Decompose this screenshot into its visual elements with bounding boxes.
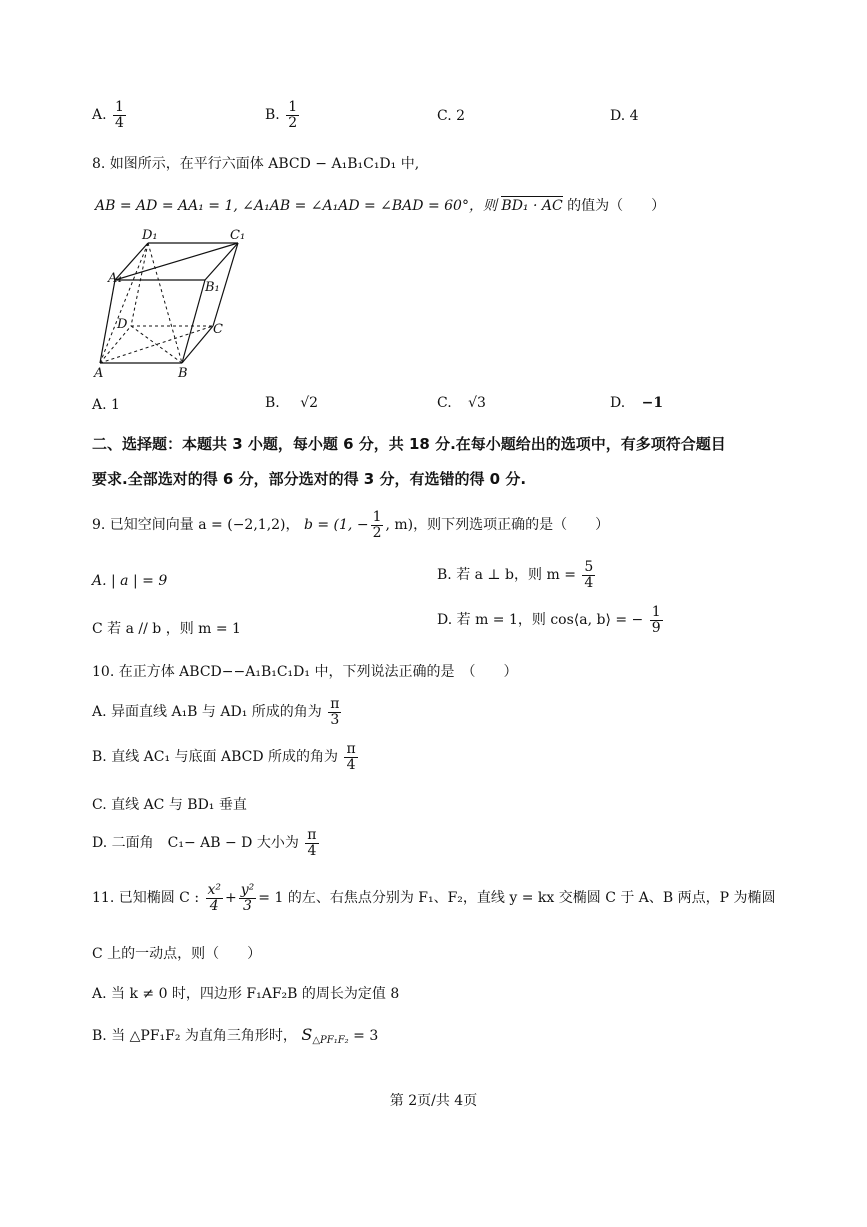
q8-condition	[95, 195, 665, 215]
area-value: = 3	[348, 1028, 379, 1044]
fraction	[113, 100, 126, 130]
numerator: 5	[584, 559, 594, 575]
area-symbol: S	[301, 1025, 313, 1044]
fraction	[344, 742, 357, 772]
numerator: π	[307, 827, 317, 843]
q9-option-c: C 若 a // b ，则 m = 1	[92, 621, 241, 637]
section-heading-line-2: 要求.全部选对的得 6 分，部分选对的得 3 分，有选错的得 0 分.	[92, 470, 527, 488]
numerator: 1	[115, 99, 124, 115]
area-subscript: △PF₁F₂	[312, 1035, 349, 1046]
option-label: B.	[265, 107, 280, 124]
stem-part-a: 9. 已知空间向量 a = (−2,1,2)，	[92, 517, 300, 534]
numerator: π	[330, 696, 340, 712]
q11-option-b	[92, 1025, 378, 1046]
fraction	[650, 605, 663, 635]
denominator: 2	[372, 524, 382, 541]
numerator: 1	[372, 509, 382, 525]
option-value: √2	[300, 395, 319, 411]
option-text: A. 异面直线 A₁B 与 AD₁ 所成的角为	[92, 704, 322, 721]
denominator: 4	[209, 897, 219, 914]
numerator: x²	[207, 882, 222, 898]
numerator: 1	[651, 604, 661, 620]
option-label: D.	[610, 395, 626, 411]
vertex-label-a: A	[94, 366, 104, 380]
parallelepiped-figure	[90, 226, 260, 380]
option-text: D. 若 m = 1，则 cos⟨a, b⟩ = −	[437, 612, 644, 629]
numerator: π	[346, 741, 356, 757]
q9-option-a: A. | a | = 9	[92, 573, 168, 589]
q10-option-c: C. 直线 AC 与 BD₁ 垂直	[92, 797, 247, 813]
option-text: B. 当 △PF₁F₂ 为直角三角形时，	[92, 1028, 297, 1044]
fraction-x	[206, 883, 224, 913]
denominator: 9	[651, 619, 661, 636]
option-label: A.	[92, 107, 107, 124]
denominator: 4	[307, 842, 317, 859]
q9-option-b	[437, 560, 597, 590]
q10-option-a	[92, 697, 343, 727]
q7-option-c: C. 2	[437, 108, 466, 124]
vertex-label-d: D	[117, 317, 128, 332]
denominator: 2	[288, 114, 298, 131]
question-tail: 的值为（ ）	[562, 198, 666, 214]
denominator: 3	[330, 711, 340, 728]
numerator: 1	[288, 99, 298, 115]
q8-option-b	[265, 395, 318, 411]
option-text: D. 二面角 C₁− AB − D 大小为	[92, 835, 299, 852]
q7-option-b	[265, 100, 301, 130]
q10-stem: 10. 在正方体 ABCD−−A₁B₁C₁D₁ 中，下列说法正确的是 （ ）	[92, 664, 518, 680]
fraction	[582, 560, 595, 590]
denominator: 4	[584, 574, 594, 591]
q10-option-b	[92, 742, 360, 772]
vector-product: BD₁ · AC	[501, 198, 563, 214]
fraction	[305, 828, 318, 858]
vertex-label-a1: A₁	[108, 271, 123, 286]
condition-text: AB = AD = AA₁ = 1, ∠A₁AB = ∠A₁AD = ∠BAD = 60°，则	[95, 198, 497, 214]
q10-option-d	[92, 828, 321, 858]
section-heading-line-1: 二、选择题：本题共 3 小题，每小题 6 分，共 18 分.在每小题给出的选项中，有多项符合题目	[92, 435, 726, 453]
q11-option-a: A. 当 k ≠ 0 时，四边形 F₁AF₂B 的周长为定值 8	[92, 986, 400, 1002]
vertex-label-d1: D₁	[142, 228, 158, 243]
vertex-label-c1: C₁	[230, 228, 246, 243]
stem-part-b: b = (1, −	[303, 517, 369, 534]
denominator: 3	[243, 897, 252, 914]
denominator: 4	[346, 756, 356, 773]
q7-option-d: D. 4	[610, 108, 639, 124]
fraction	[286, 100, 299, 130]
q9-option-d	[437, 605, 665, 635]
q8-option-d	[610, 395, 663, 411]
vertex-label-b: B	[178, 366, 188, 380]
vertex-label-c: C	[213, 322, 223, 337]
fraction	[371, 510, 384, 540]
q8-stem: 8. 如图所示，在平行六面体 ABCD − A₁B₁C₁D₁ 中,	[92, 156, 420, 172]
numerator: y²	[240, 882, 255, 898]
q9-stem	[92, 510, 609, 540]
option-label: B.	[265, 395, 280, 411]
option-value: −1	[641, 395, 664, 411]
option-text: B. 直线 AC₁ 与底面 ABCD 所成的角为	[92, 749, 339, 766]
q8-option-c	[437, 395, 486, 411]
option-label: C.	[437, 395, 452, 411]
fraction	[328, 697, 341, 727]
vertex-label-b1: B₁	[205, 280, 220, 295]
q8-option-a: A. 1	[92, 397, 120, 413]
q11-stem: 11. 已知椭圆 C : $\frac{\text{x²}}{4}$ + $\frac{\text{y²}}{3}$ = 1 的左、右焦点分别为 F₁、F₂，直线 y = kx 交椭圆 C 于 A、B 两点，P 为椭圆	[92, 882, 776, 914]
fraction-y	[239, 883, 257, 913]
stem-part-c: , m)，则下列选项正确的是（ ）	[385, 517, 610, 534]
q7-option-a	[92, 100, 128, 130]
option-value: √3	[468, 395, 486, 411]
denominator: 4	[115, 114, 124, 131]
stem-part-b: = 1 的左、右焦点分别为 F₁、F₂，直线 y = kx 交椭圆 C 于 A、B 两点，P 为椭圆	[258, 890, 776, 907]
page-footer: 第 2页/共 4页	[389, 1093, 478, 1109]
stem-part-a: 11. 已知椭圆 C :	[92, 890, 200, 907]
option-text: B. 若 a ⊥ b，则 m =	[437, 567, 576, 584]
q11-stem-line-2: C 上的一动点，则（ ）	[92, 946, 262, 962]
